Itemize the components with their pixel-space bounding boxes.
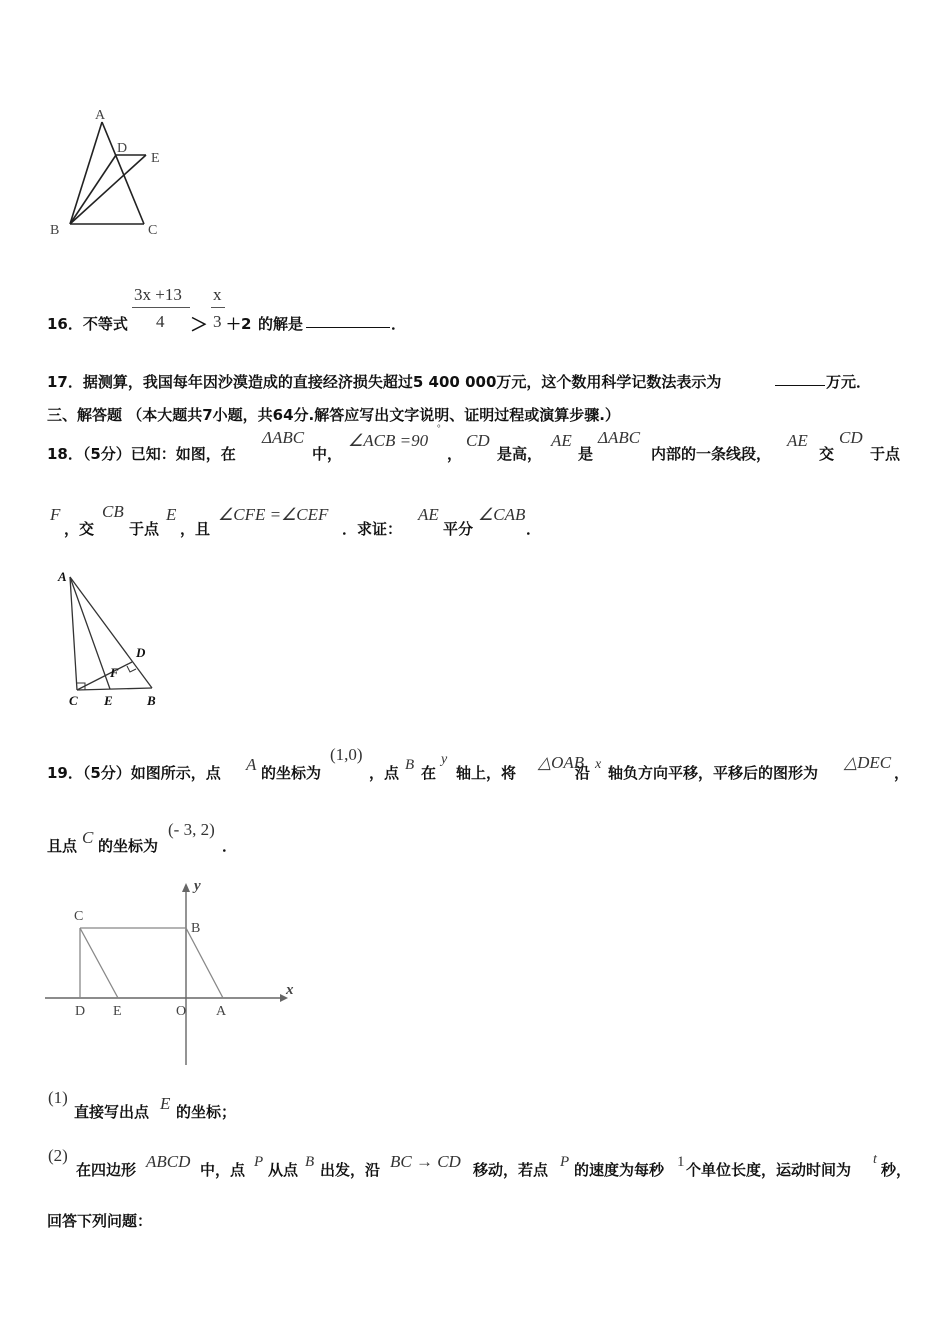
s2-p4: 出发，沿 (320, 1161, 381, 1179)
s2-one: 1 (677, 1154, 685, 1170)
q19-p3: ，点 (369, 764, 400, 782)
segment-ce (80, 928, 118, 998)
s2-p6: 的速度为每秒 (574, 1161, 665, 1179)
q16-prefix: 16．不等式 (47, 315, 128, 333)
q18-p7: 交 (819, 445, 835, 463)
q19-l2-p2: 的坐标为 (98, 837, 159, 855)
s2-t: t (873, 1152, 877, 1167)
s1-number: (1) (48, 1088, 68, 1107)
q18-p1: 18．（5分）已知：如图，在 (47, 445, 236, 463)
label-f: F (110, 665, 119, 680)
q16-frac1-bar (132, 307, 190, 308)
q19-b: B (405, 757, 415, 773)
s2-p5: 移动，若点 (473, 1161, 549, 1179)
q19-p6: 沿 (575, 764, 591, 782)
s2-p: P (254, 1154, 264, 1170)
label-d: D (136, 645, 146, 660)
label-e: E (151, 151, 160, 166)
section-3-heading: 三、解答题 （本大题共7小题，共64分.解答应写出文字说明、证明过程或演算步骤.） (47, 406, 620, 424)
segment-ba (186, 928, 223, 998)
q18-p8: 于点 (870, 445, 901, 463)
q16-answer-blank[interactable] (306, 312, 390, 328)
q18-ae-2: AE (787, 431, 808, 450)
q19-l2-p1: 且点 (47, 837, 78, 855)
q17-answer-blank[interactable] (775, 370, 825, 386)
s1-end: 的坐标； (176, 1103, 237, 1121)
q18-p5: 是 (578, 445, 594, 463)
q19-c-coord: (- 3, 2) (168, 820, 215, 839)
q17-text: 17．据测算，我国每年因沙漠造成的直接经济损失超过5 400 000万元，这个数用科学记数法表示为 (47, 373, 722, 391)
q18-e: E (166, 505, 177, 524)
q19-p8: ， (894, 764, 910, 782)
q16-end: ． (391, 315, 407, 333)
q19-c: C (82, 828, 94, 847)
q18-cd: CD (466, 431, 490, 450)
figure-q18 (50, 565, 170, 715)
label-b: B (50, 223, 60, 238)
label-d: D (117, 141, 128, 156)
q18-degree: ° (437, 423, 441, 433)
q18-tri-abc-2: ΔABC (598, 428, 641, 447)
q18-p3: ， (447, 445, 463, 463)
q18-angle-acb: ∠ACB =90 (348, 431, 429, 450)
segment-ac (102, 122, 144, 224)
q18-p13: 平分 (443, 520, 474, 538)
q18-cd-2: CD (839, 428, 863, 447)
q19-p7: 轴负方向平移，平移后的图形为 (608, 764, 819, 782)
s2-p3: 从点 (268, 1161, 299, 1179)
q19-tri-oab: △OAB (538, 753, 585, 772)
q19-x: x (595, 757, 602, 772)
q16-frac1-den: 4 (156, 312, 165, 331)
label-a: A (95, 108, 106, 123)
q19-a: A (246, 755, 257, 774)
s2-p2: 中，点 (200, 1161, 246, 1179)
q19-p5: 轴上，将 (456, 764, 517, 782)
label-b: B (147, 693, 156, 708)
y-axis-arrow (182, 883, 190, 892)
q19-p4: 在 (421, 764, 437, 782)
s2-p1: 在四边形 (76, 1161, 137, 1179)
q16-plus: ＋2 (226, 315, 252, 333)
q18-angle-cab: ∠CAB (478, 505, 526, 524)
s2-abcd: ABCD (146, 1152, 191, 1171)
label-e: E (113, 1004, 122, 1019)
figure-q19 (40, 870, 310, 1070)
q16-suffix: 的解是 (258, 315, 304, 333)
q18-cb: CB (102, 502, 124, 521)
figure-q15 (40, 100, 180, 250)
q19-y: y (441, 752, 448, 767)
segment-cb (77, 688, 152, 690)
label-e: E (104, 693, 113, 708)
q19-l2-end: ． (222, 837, 238, 855)
q18-p11: ，且 (180, 520, 211, 538)
q18-f: F (50, 505, 61, 524)
label-o: O (176, 1004, 187, 1019)
label-c: C (74, 909, 84, 924)
q16-gt: ＞ (190, 315, 208, 336)
label-a: A (58, 569, 67, 584)
s2-path: BC → CD (390, 1152, 461, 1171)
q18-tri-abc: ΔABC (262, 428, 305, 447)
s2-p-2: P (560, 1154, 570, 1170)
q17-end: 万元． (826, 373, 872, 391)
s1-e: E (160, 1094, 171, 1113)
q16-frac2-den: 3 (213, 312, 222, 331)
label-b: B (191, 921, 201, 936)
label-c: C (148, 223, 158, 238)
q18-p12: ．求证： (342, 520, 403, 538)
q18-p6: 内部的一条线段， (651, 445, 772, 463)
q18-p4: 是高， (497, 445, 543, 463)
q18-ae-3: AE (418, 505, 439, 524)
q16-frac1-num: 3x +13 (134, 285, 182, 304)
q19-a-coord: (1,0) (330, 745, 363, 764)
label-c: C (69, 693, 78, 708)
s2-number: (2) (48, 1146, 68, 1165)
s2-p8: 秒， (881, 1161, 912, 1179)
q16-frac2-bar (211, 307, 225, 308)
q18-ae: AE (551, 431, 572, 450)
label-d: D (75, 1004, 86, 1019)
q18-p10: 于点 (129, 520, 160, 538)
label-a: A (216, 1004, 227, 1019)
q19-tri-dec: △DEC (844, 753, 892, 772)
label-y: y (194, 878, 201, 894)
q18-p2: 中， (312, 445, 343, 463)
s2-b: B (305, 1154, 315, 1170)
q18-angle-cfe-cef: ∠CFE =∠CEF (218, 505, 329, 524)
label-x: x (286, 982, 294, 998)
q18-p9: ，交 (64, 520, 95, 538)
q19-p2: 的坐标为 (261, 764, 322, 782)
right-angle-d (127, 666, 136, 672)
s1-text: 直接写出点 (74, 1103, 150, 1121)
s2-p7: 个单位长度，运动时间为 (686, 1161, 852, 1179)
q16-frac2-num: x (213, 285, 222, 304)
q19-p1: 19．（5分）如图所示，点 (47, 764, 221, 782)
s2-line-2: 回答下列问题： (47, 1212, 153, 1230)
q18-p14: ． (526, 520, 542, 538)
